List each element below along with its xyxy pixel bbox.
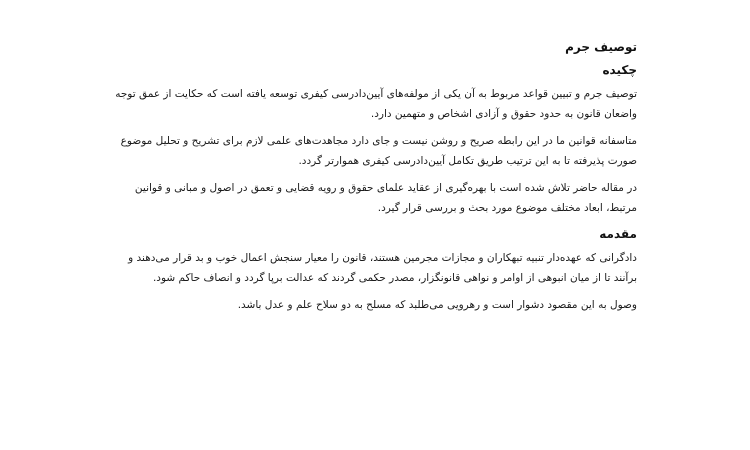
abstract-heading: چکیده (602, 63, 637, 77)
introduction-heading: مقدمه (599, 227, 637, 241)
document-title: توصیف جرم (565, 40, 637, 54)
introduction-paragraph: دادگرانی که عهده‌دار تنبیه تبهکاران و مجازات مجرمین هستند، قانون را معیار سنجش اعمال خوب و بد قرار می‌دهند و برآنند تا از میان انبوهی از اوامر و نواهی قانونگزار، مصدر حکمی گردند که عدالت برپا گردد و انصاف حاکم شود. (128, 252, 637, 284)
abstract-paragraph: توصیف جرم و تبیین قواعد مربوط به آن یکی از مولفه‌های آیین‌دادرسی کیفری توسعه یافته است که حکایت از عمق توجه واضعان قانون به حدود حقوق و آزادی اشخاص و متهمین دارد. (115, 88, 637, 120)
abstract-paragraph: در مقاله حاضر تلاش شده است با بهره‌گیری از عقاید علمای حقوق و رویه قضایی و تعمق در اصول و مبانی و قوانین مرتبط، ابعاد مختلف موضوع مورد بحث و بررسی قرار گیرد. (134, 182, 637, 214)
abstract-paragraph: متاسفانه قوانین ما در این رابطه صریح و روشن نیست و جای دارد مجاهدت‌های علمی لازم برای تشریح و تحلیل موضوع صورت پذیرفته تا به این ترتیب طریق تکامل آیین‌دادرسی کیفری هموارتر گردد. (120, 135, 637, 167)
document-body (110, 38, 637, 322)
introduction-paragraph: وصول به این مقصود دشوار است و رهرویی می‌طلبد که مسلح به دو سلاح علم و عدل باشد. (237, 299, 637, 311)
